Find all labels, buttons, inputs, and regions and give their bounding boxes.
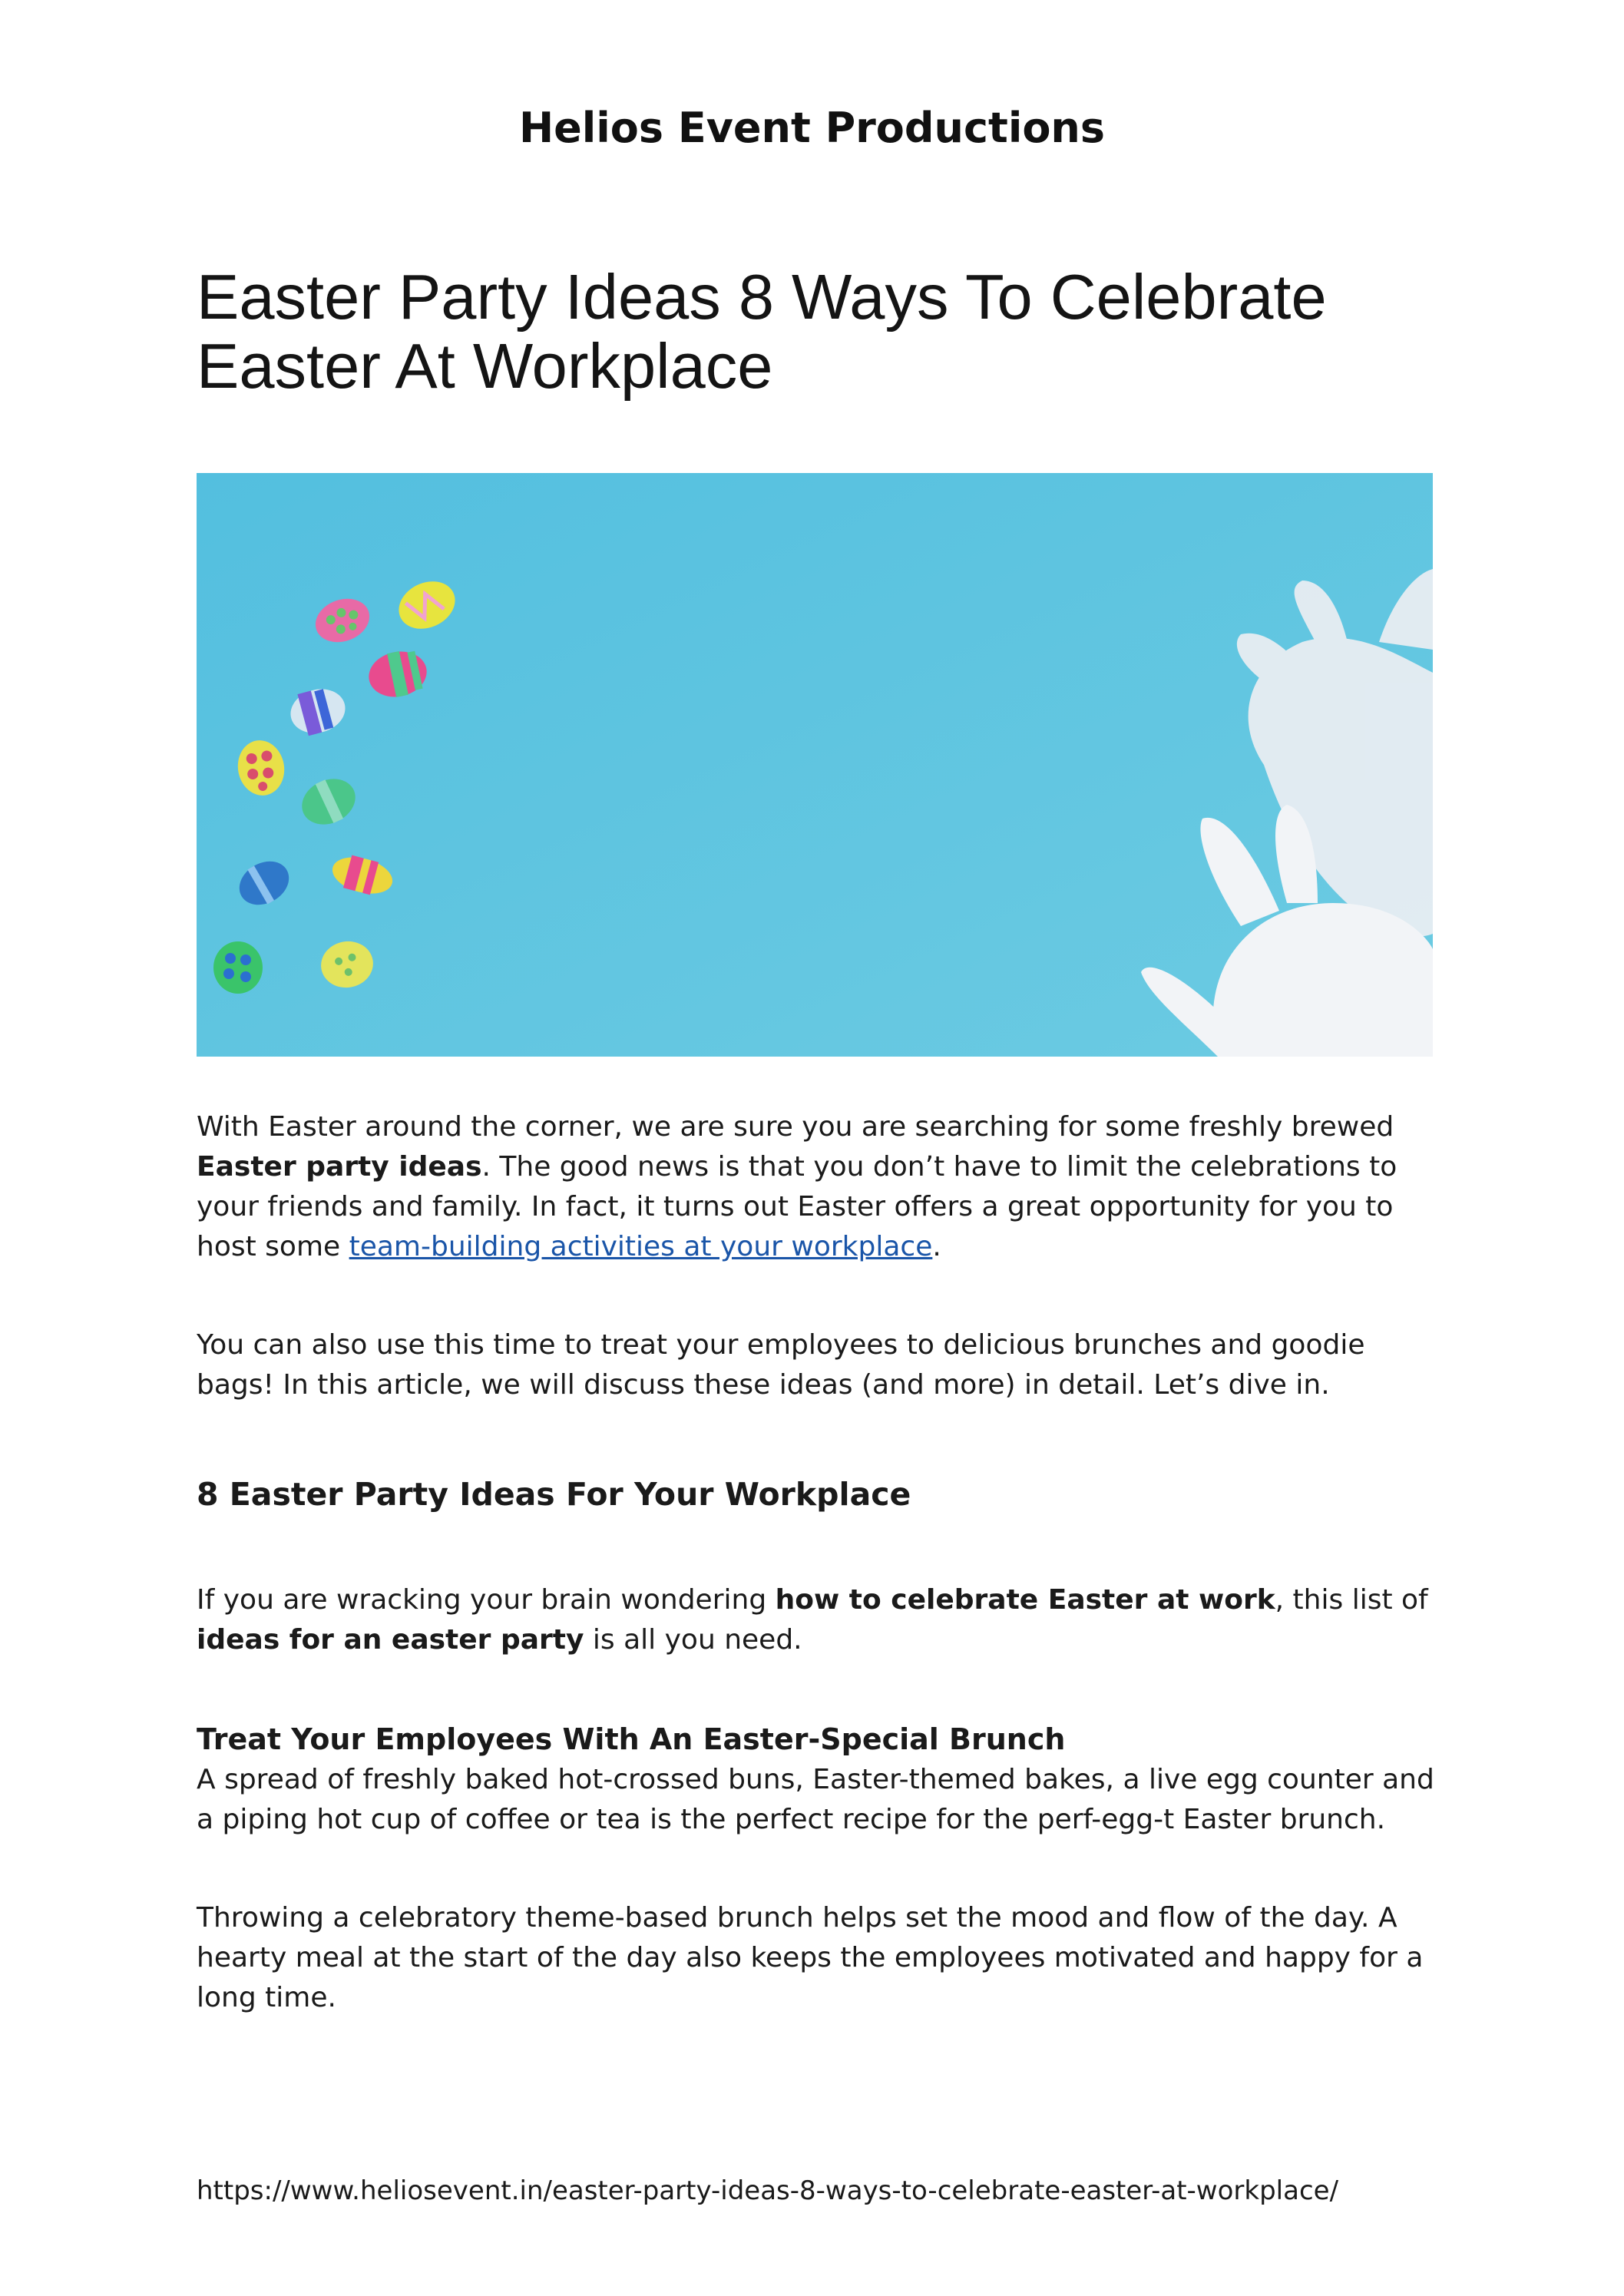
intro-text-2: . The good news is that you don’t have to limit the celebrations to your friends and family. In fact, it turns out Easter offers a great opportunity for you to host some (197, 1151, 1397, 1262)
hero-image (197, 473, 1433, 1057)
keyword-easter-party-ideas: Easter party ideas (197, 1151, 482, 1183)
brunch-followup-paragraph: Throwing a celebratory theme-based brunch helps set the mood and flow of the day. A hearty meal at the start of the day also keeps the employees motivated and happy for a long time. (197, 1902, 1424, 2013)
second-paragraph: You can also use this time to treat your employees to delicious brunches and goodie bags! In this article, we will discuss these ideas (and more) in detail. Let’s dive in. (197, 1329, 1365, 1401)
article-body (197, 1107, 1440, 2018)
intro-text-3: . (932, 1231, 941, 1262)
idea-heading-brunch: Treat Your Employees With An Easter-Special Brunch (197, 1722, 1066, 1756)
section-heading: 8 Easter Party Ideas For Your Workplace (197, 1476, 911, 1513)
keyword-celebrate-at-work: how to celebrate Easter at work (775, 1584, 1275, 1616)
list-intro-text-3: is all you need. (584, 1624, 802, 1656)
intro-text-1: With Easter around the corner, we are sure you are searching for some freshly brewed (197, 1111, 1394, 1143)
intro-paragraph (197, 1107, 1440, 1267)
brunch-paragraph: A spread of freshly baked hot-crossed buns, Easter-themed bakes, a live egg counter and a piping hot cup of coffee or tea is the perfect recipe for the perf-egg-t Easter brunch. (197, 1764, 1434, 1835)
list-intro-text-1: If you are wracking your brain wondering (197, 1584, 776, 1616)
egg (213, 941, 263, 994)
list-intro-paragraph (197, 1580, 1440, 1660)
keyword-ideas-easter-party: ideas for an easter party (197, 1624, 584, 1656)
page-title: Easter Party Ideas 8 Ways To Celebrate Easter At Workplace (197, 261, 1327, 402)
list-intro-text-2: , this list of (1275, 1584, 1428, 1616)
team-building-link[interactable]: team-building activities at your workplace (349, 1231, 933, 1262)
footer-url: https://www.heliosevent.in/easter-party-ideas-8-ways-to-celebrate-easter-at-workplace/ (197, 2175, 1339, 2206)
site-name: Helios Event Productions (518, 104, 1106, 152)
